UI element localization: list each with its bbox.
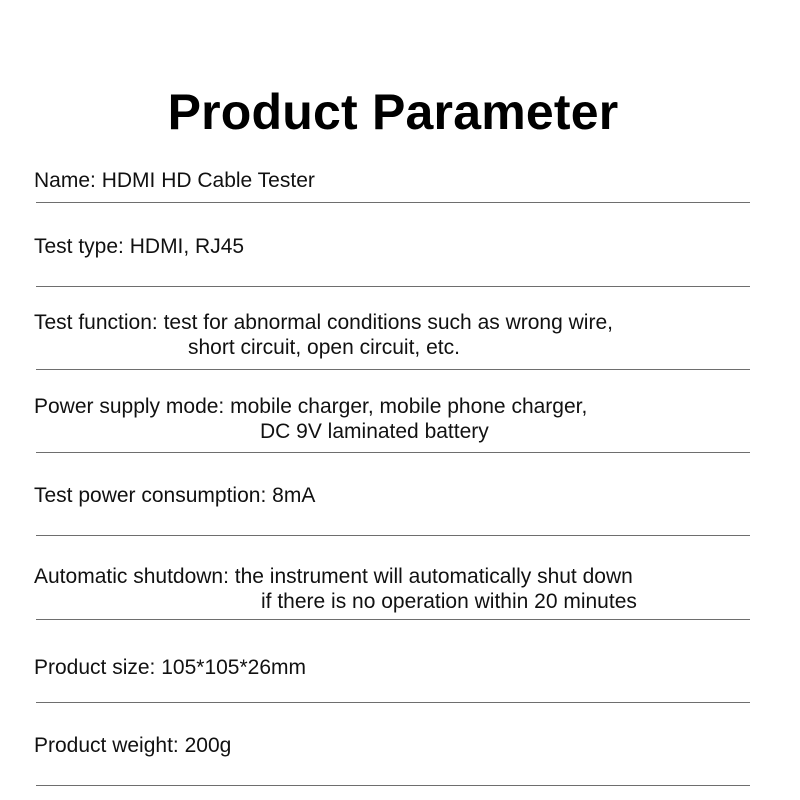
page-title: Product Parameter: [167, 84, 619, 140]
param-test-type: [34, 234, 244, 259]
param-test-power-consumption: [34, 483, 315, 508]
param-label: Test power consumption:: [34, 484, 267, 507]
param-product-weight: [34, 733, 231, 758]
param-label: Product weight:: [34, 734, 179, 757]
param-name: [34, 168, 315, 193]
divider: [36, 369, 750, 370]
param-label: Product size:: [34, 656, 156, 679]
param-label: Power supply mode:: [34, 395, 225, 418]
divider: [36, 785, 750, 786]
divider: [36, 202, 750, 203]
param-test-function: [34, 310, 613, 360]
param-value: HDMI, RJ45: [129, 235, 245, 258]
divider: [36, 286, 750, 287]
param-value: 105*105*26mm: [161, 656, 306, 679]
param-automatic-shutdown: [34, 564, 637, 614]
param-label: Test function:: [34, 311, 158, 334]
divider: [36, 702, 750, 703]
param-value: HDMI HD Cable Tester: [101, 169, 315, 192]
param-product-size: [34, 655, 306, 680]
param-value: the instrument will automatically shut down: [234, 565, 633, 588]
param-label: Name:: [34, 169, 96, 192]
divider: [36, 452, 750, 453]
param-value-continued: DC 9V laminated battery: [260, 420, 489, 443]
param-value: 8mA: [272, 484, 316, 507]
param-value-continued: if there is no operation within 20 minutes: [261, 590, 637, 613]
param-label: Automatic shutdown:: [34, 565, 229, 588]
param-label: Test type:: [34, 235, 124, 258]
param-value: 200g: [184, 734, 232, 757]
param-value: test for abnormal conditions such as wrong wire,: [163, 311, 613, 334]
divider: [36, 619, 750, 620]
param-power-supply-mode: [34, 394, 587, 444]
param-value-continued: short circuit, open circuit, etc.: [188, 336, 460, 359]
param-value: mobile charger, mobile phone charger,: [230, 395, 588, 418]
divider: [36, 535, 750, 536]
